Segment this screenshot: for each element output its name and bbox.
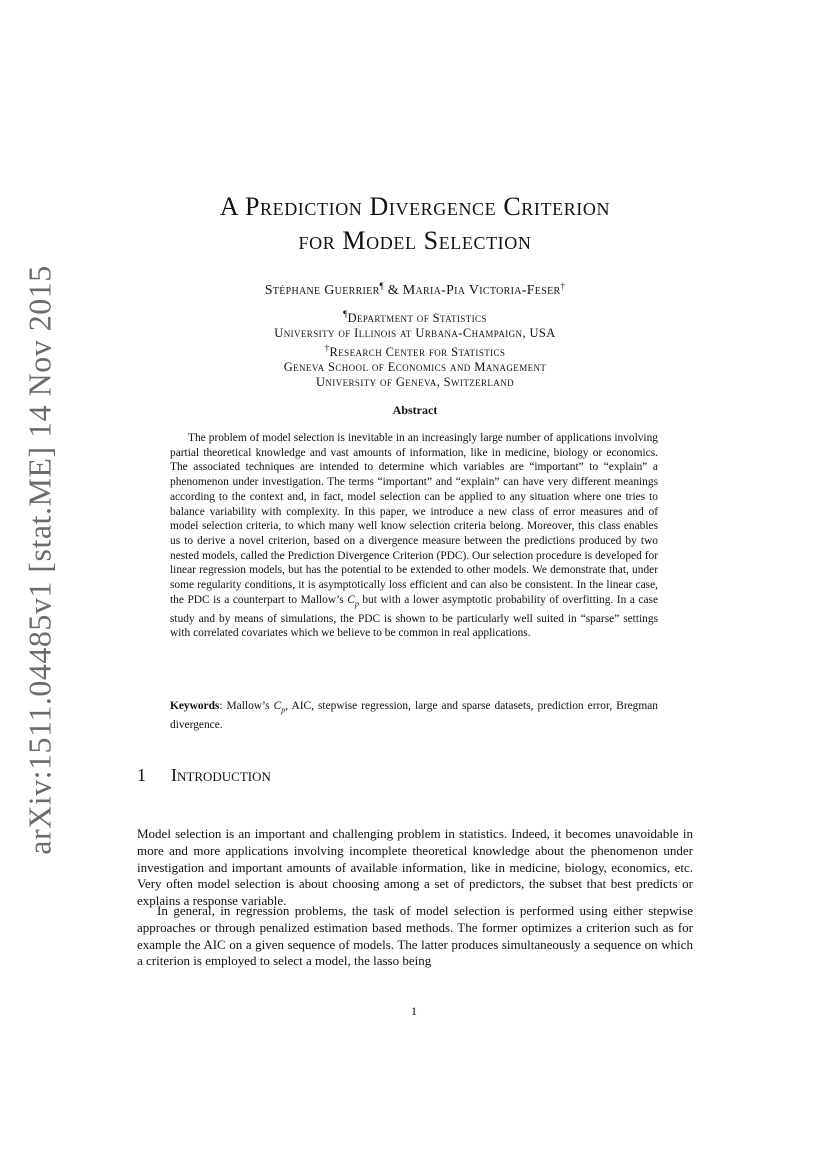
title-line-1: A Prediction Divergence Criterion <box>219 192 611 221</box>
title-line-2: for Model Selection <box>298 226 532 255</box>
keywords-text-2: , AIC, stepwise regression, large and sparse datasets, prediction error, Bregman divergence. <box>170 700 658 731</box>
affiliation-2-line-1: Research Center for Statistics <box>329 345 506 359</box>
keywords-cp-symbol: C <box>273 700 282 712</box>
intro-paragraph-1: Model selection is an important and challenging problem in statistics. Indeed, it becomes unavoidable in more and more applications involving incomplete theoretical knowledge about the phenomenon under investigation and important amounts of available information, like in medicine, biology, economics, etc. Very often model selection is about choosing among a set of predictors, the subset that best predicts or explains a response variable. <box>137 826 693 909</box>
affiliation-2-line-2: Geneva School of Economics and Management <box>283 360 547 374</box>
section-title: Introduction <box>171 765 271 785</box>
affiliation-2-mark: † <box>324 343 330 353</box>
arxiv-stamp <box>14 265 66 855</box>
author-2: Maria-Pia Victoria-Feser <box>402 283 561 298</box>
abstract-cp-symbol: C <box>347 593 355 606</box>
keywords <box>170 699 658 733</box>
abstract-heading: Abstract <box>392 403 438 417</box>
abstract-body <box>170 431 658 641</box>
keywords-cp-subscript: p <box>281 705 286 715</box>
page-number: 1 <box>411 1004 417 1018</box>
affiliation-1-line-2: University of Illinois at Urbana-Champaign, USA <box>274 326 556 340</box>
affiliation-2-dept <box>110 341 720 360</box>
affiliation-1-line-1: Department of Statistics <box>347 311 487 325</box>
section-number: 1 <box>137 765 146 785</box>
author-separator: & <box>383 283 403 298</box>
abstract-text-2: but with a lower asymptotic probability of overfitting. In a case study and by means of simulations, the PDC is shown to be particularly well suited in “sparse” settings with correlated covariates which we believe to be common in real applications. <box>170 593 659 640</box>
abstract-cp-subscript: p <box>354 599 359 609</box>
arxiv-identifier: arXiv:1511.04485v1 [stat.ME] 14 Nov 2015 <box>21 265 58 855</box>
affiliation-1-dept <box>110 307 720 326</box>
author-list <box>110 281 720 299</box>
keywords-text-1: : Mallow’s <box>219 700 274 712</box>
author-2-mark: † <box>560 281 566 291</box>
keywords-label: Keywords <box>170 700 220 712</box>
affiliations <box>110 307 720 390</box>
affiliation-1-mark: ¶ <box>343 309 348 319</box>
intro-paragraph-2: In general, in regression problems, the task of model selection is performed using either stepwise approaches or through penalized estimation based methods. The former optimizes a criterion such as for example the AIC on a given sequence of models. The latter produces simultaneously a sequence on which a criterion is employed to select a model, the lasso being <box>137 903 693 969</box>
affiliation-2-line-3: University of Geneva, Switzerland <box>315 375 515 389</box>
abstract-text-1: The problem of model selection is inevitable in an increasingly large number of applications involving partial theoretical knowledge and vast amounts of information, like in medicine, biology or economics. The associated techniques are intended to determine which variables are “important” to “explain” a phenomenon under investigation. The terms “important” and “explain” can have very different meanings according to the context and, in fact, model selection can be applied to any situation where one tries to balance variability with complexity. In this paper, we introduce a new class of error measures and of model selection criteria, to which many well know selection criteria belong. Moreover, this class enables us to derive a novel criterion, based on a divergence measure between the predictions produced by two nested models, called the Prediction Divergence Criterion (PDC). Our selection procedure is developed for linear regression models, but has the potential to be extended to other models. We demonstrate that, under some regularity conditions, it is asymptotically loss efficient and can also be consistent. In the linear case, the PDC is a counterpart to Mallow’s <box>170 432 658 606</box>
paper-title <box>110 190 720 258</box>
author-1-mark: ¶ <box>379 281 384 291</box>
section-heading-introduction <box>137 765 271 786</box>
author-1: Stéphane Guerrier <box>264 283 380 298</box>
